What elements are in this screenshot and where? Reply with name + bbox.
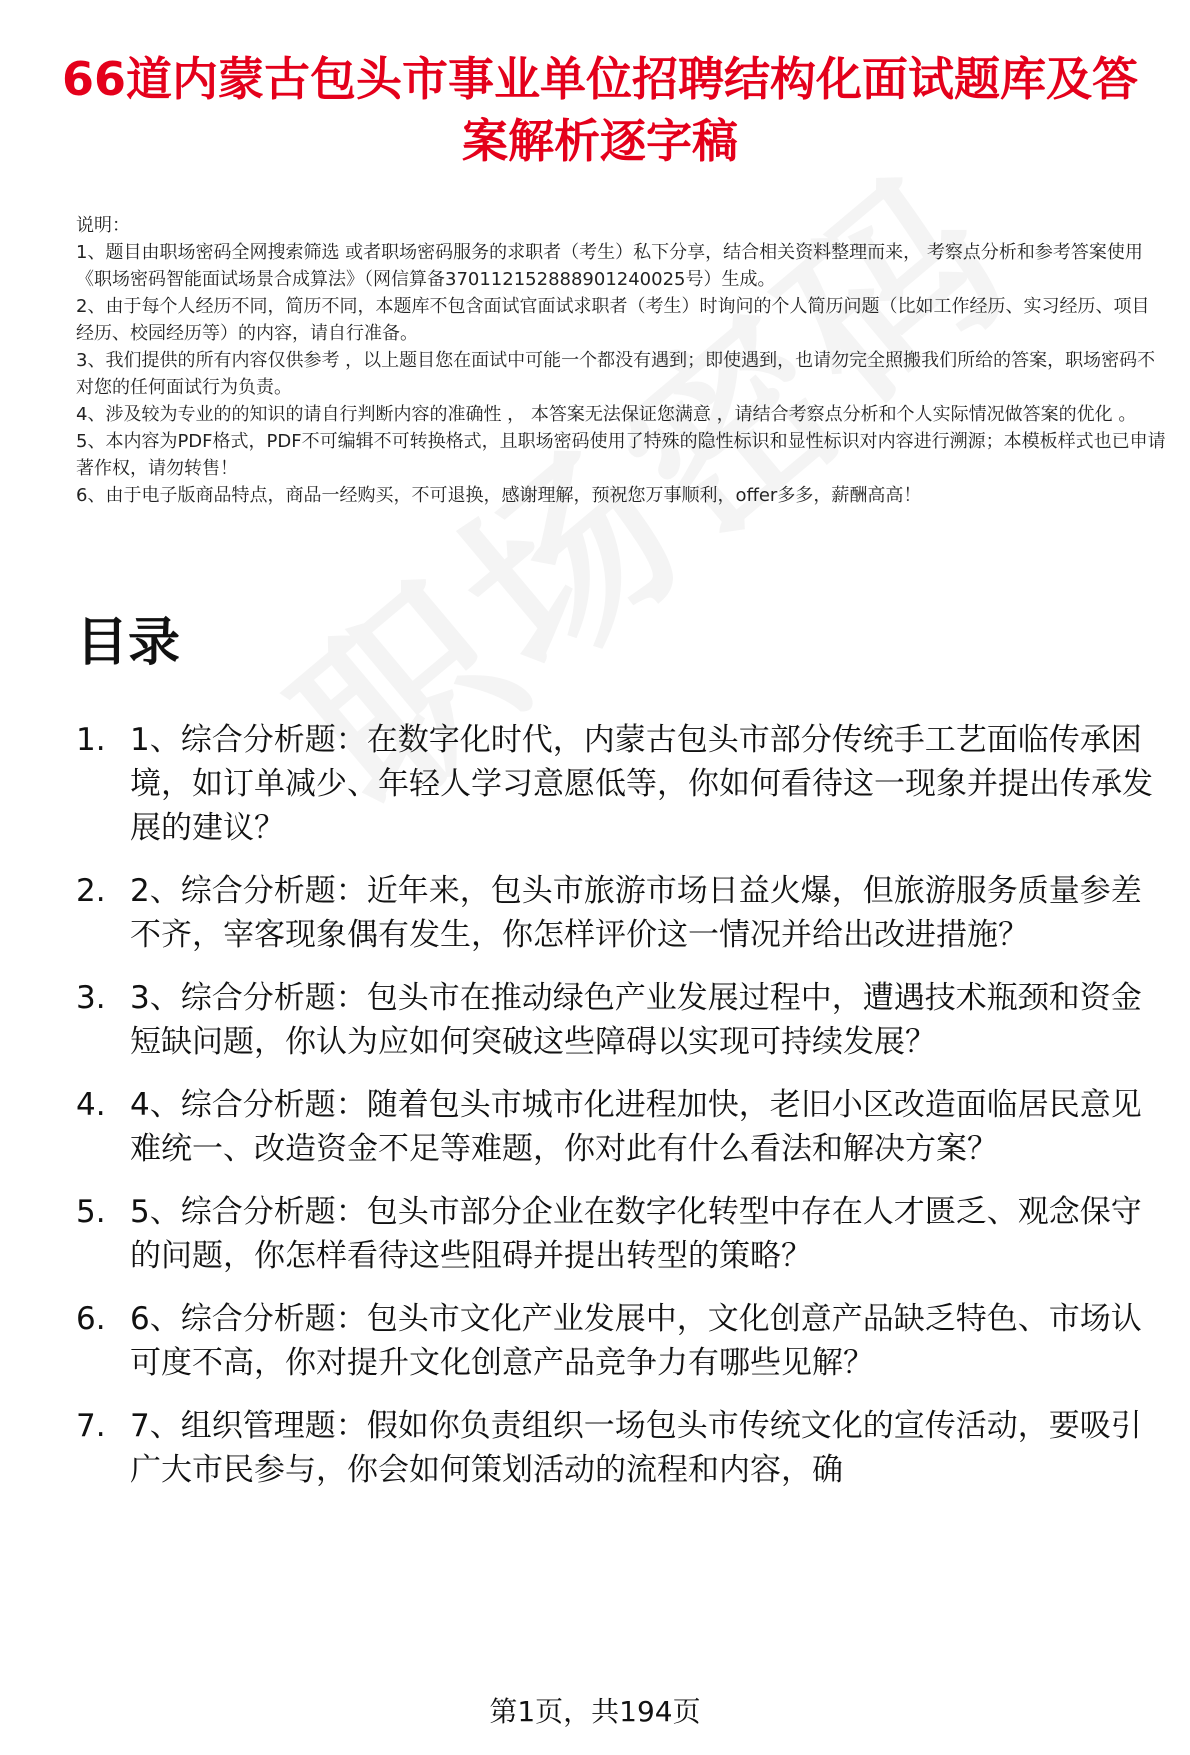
toc-item-text: 4、综合分析题：随着包头市城市化进程加快，老旧小区改造面临居民意见难统一、改造资金不足等难题，你对此有什么看法和解决方案？ <box>130 1087 1142 1167</box>
toc-item-5[interactable] <box>76 1190 1170 1278</box>
toc-item-7[interactable] <box>76 1404 1170 1492</box>
note-item-2: 2、由于每个人经历不同，简历不同，本题库不包含面试官面试求职者（考生）时询问的个人简历问题（比如工作经历、实习经历、项目经历、校园经历等）的内容，请自行准备。 <box>76 296 1150 344</box>
document-title: 66道内蒙古包头市事业单位招聘结构化面试题库及答案解析逐字稿 <box>61 52 1138 168</box>
page-footer: 第1页，共194页 <box>489 1695 701 1728</box>
note-item-3: 3、我们提供的所有内容仅供参考 ，以上题目您在面试中可能一个都没有遇到；即使遇到，也请勿完全照搬我们所给的答案，职场密码不对您的任何面试行为负责。 <box>76 350 1156 398</box>
note-item-4: 4、涉及较为专业的的知识的请自行判断内容的准确性 ， 本答案无法保证您满意 ，请结合考察点分析和个人实际情况做答案的优化 。 <box>76 404 1137 425</box>
toc-item-number: 3. <box>76 980 106 1016</box>
note-item-1: 1、题目由职场密码全网搜索筛选 或者职场密码服务的求职者（考生）私下分享，结合相关资料整理而来， 考察点分析和参考答案使用《职场密码智能面试场景合成算法》（网信算备370112152888901240025号）生成。 <box>76 242 1143 290</box>
toc-item-text: 3、综合分析题：包头市在推动绿色产业发展过程中，遭遇技术瓶颈和资金短缺问题，你认为应如何突破这些障碍以实现可持续发展？ <box>130 980 1142 1060</box>
notes-section <box>76 212 1166 509</box>
toc-item-2[interactable] <box>76 869 1170 957</box>
toc-item-number: 6. <box>76 1301 106 1337</box>
toc-item-4[interactable] <box>76 1083 1170 1171</box>
toc-item-1[interactable] <box>76 718 1170 850</box>
toc-item-text: 2、综合分析题：近年来，包头市旅游市场日益火爆，但旅游服务质量参差不齐，宰客现象偶有发生，你怎样评价这一情况并给出改进措施？ <box>130 873 1142 953</box>
toc-item-6[interactable] <box>76 1297 1170 1385</box>
table-of-contents <box>76 718 1170 1511</box>
toc-item-number: 2. <box>76 873 106 909</box>
toc-item-text: 5、综合分析题：包头市部分企业在数字化转型中存在人才匮乏、观念保守的问题，你怎样看待这些阻碍并提出转型的策略？ <box>130 1194 1142 1274</box>
toc-item-number: 5. <box>76 1194 106 1230</box>
toc-item-number: 1. <box>76 722 106 758</box>
note-item-6: 6、由于电子版商品特点，商品一经购买，不可退换，感谢理解，预祝您万事顺利，offer多多，薪酬高高！ <box>76 485 922 506</box>
toc-heading: 目录 <box>76 613 181 673</box>
note-item-5: 5、本内容为PDF格式，PDF不可编辑不可转换格式，且职场密码使用了特殊的隐性标识和显性标识对内容进行溯源；本模板样式也已申请著作权，请勿转售！ <box>76 431 1166 479</box>
toc-item-number: 7. <box>76 1408 106 1444</box>
toc-item-text: 7、组织管理题：假如你负责组织一场包头市传统文化的宣传活动，要吸引广大市民参与，你会如何策划活动的流程和内容，确 <box>130 1408 1142 1488</box>
notes-heading: 说明： <box>76 215 130 236</box>
toc-item-text: 1、综合分析题：在数字化时代，内蒙古包头市部分传统手工艺面临传承困境，如订单减少、年轻人学习意愿低等，你如何看待这一现象并提出传承发展的建议？ <box>130 722 1153 846</box>
toc-item-number: 4. <box>76 1087 106 1123</box>
toc-item-3[interactable] <box>76 976 1170 1064</box>
toc-item-text: 6、综合分析题：包头市文化产业发展中，文化创意产品缺乏特色、市场认可度不高，你对提升文化创意产品竞争力有哪些见解？ <box>130 1301 1142 1381</box>
